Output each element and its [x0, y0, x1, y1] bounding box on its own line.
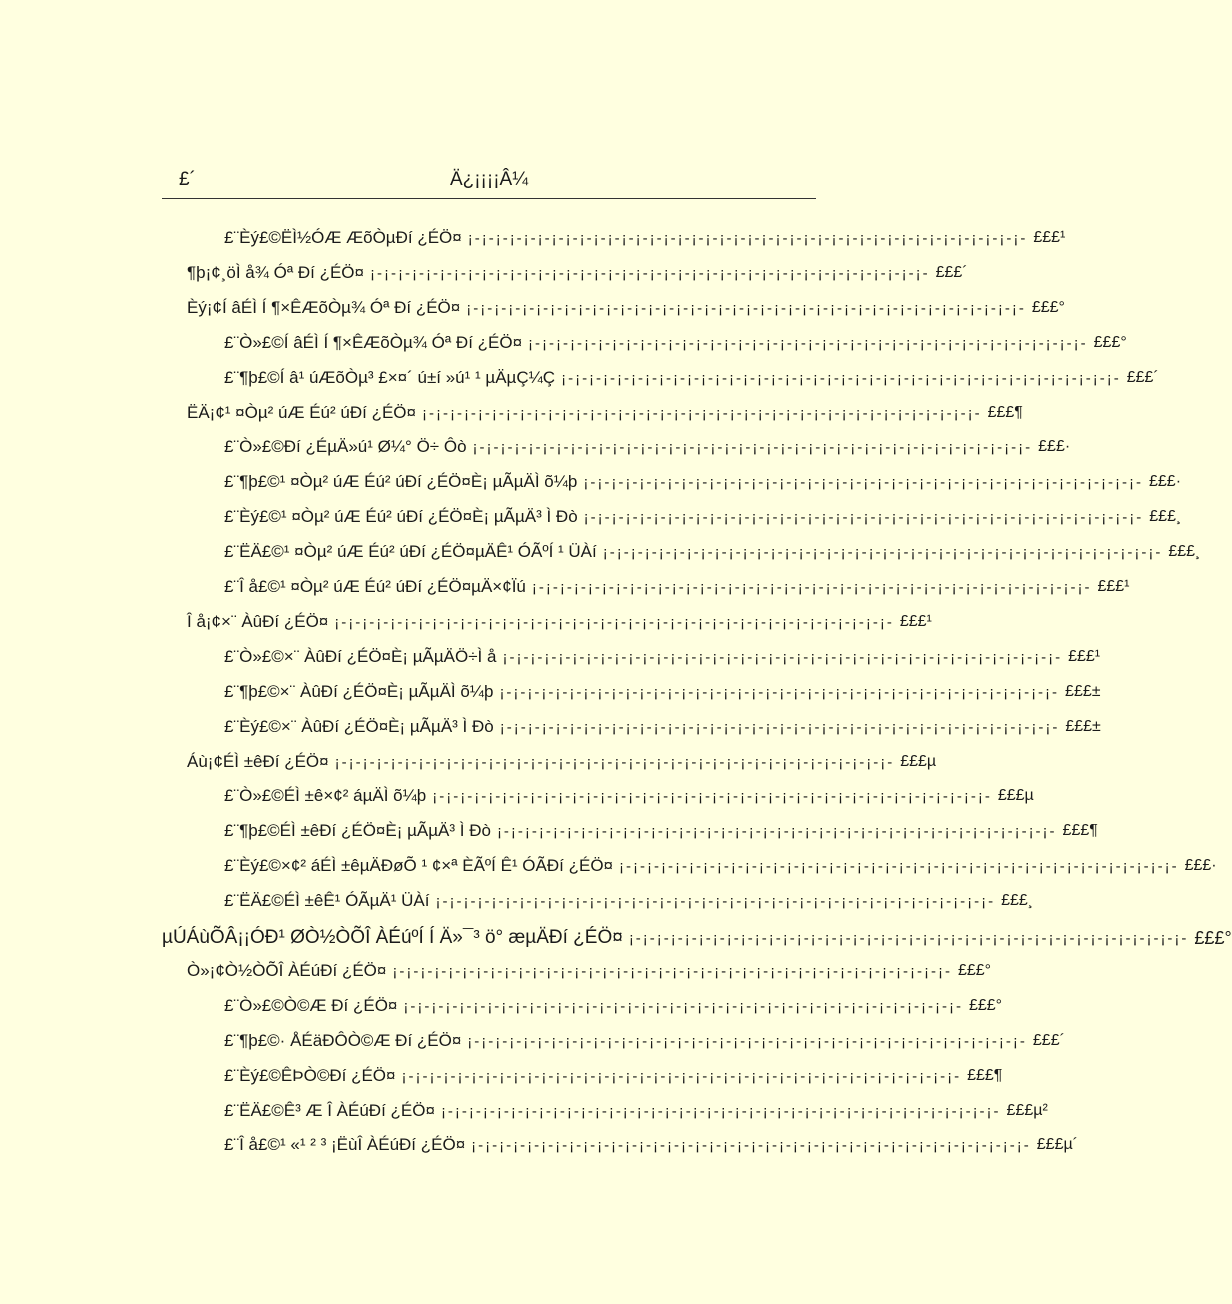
toc-page-number: £££´ [1032, 1032, 1065, 1049]
toc-page-number: £££µ [900, 753, 937, 770]
toc-page-number: £££¹ [1033, 229, 1066, 246]
toc-entry-title: £¨¶þ£©Í â¹ úÆõÒµ³ £×¤´ ú±í »ú¹ ¹ µÄµÇ¼Ç [224, 368, 556, 387]
toc-page-number: £££¶ [967, 1067, 1003, 1084]
toc-leader-dots: ¡-¡-¡-¡-¡-¡-¡-¡-¡-¡-¡-¡-¡-¡-¡-¡-¡-¡-¡-¡-¡-¡-¡-¡-¡-¡-¡-¡-¡-¡-¡-¡-¡-¡-¡-¡-¡-¡-¡-¡- [467, 229, 1028, 247]
toc-entry-title: ËÄ¡¢¹ ¤Òµ² úÆ Éú² úÐí ¿ÉÖ¤ [187, 403, 416, 422]
toc-page-number: £££´ [1126, 369, 1159, 386]
toc-entry-title: Èý¡¢Í âÉÌ Í ¶×ÊÆõÒµ¾ Óª Ðí ¿ÉÖ¤ [187, 298, 461, 317]
toc-page-number: £££° [968, 997, 1003, 1014]
toc-leader-dots: ¡-¡-¡-¡-¡-¡-¡-¡-¡-¡-¡-¡-¡-¡-¡-¡-¡-¡-¡-¡-¡-¡-¡-¡-¡-¡-¡-¡-¡-¡-¡-¡-¡-¡-¡-¡-¡-¡-¡-¡- [334, 753, 895, 771]
toc-entry-title: £¨Èý£©×¢² áÉÌ ±êµÄÐøÕ ¹ ¢×ª ÈÃºÍ Ê¹ ÓÃÐí ¿ÉÖ¤ [224, 856, 613, 875]
toc-entry-title: £¨Î å£©¹ ¤Òµ² úÆ Éú² úÐí ¿ÉÖ¤µÄ×¢Ïú [224, 577, 526, 596]
toc-page-number: £££µ² [1006, 1102, 1048, 1119]
toc-page-number: £££° [1031, 299, 1065, 316]
toc-page-number: £££¹ [1097, 578, 1130, 595]
toc-entry[interactable] [187, 401, 1023, 425]
toc-entry-title: £¨Ò»£©×¨ ÀûÐí ¿ÉÖ¤È¡ µÃµÄÖ÷Ì å [224, 647, 497, 666]
toc-leader-dots: ¡-¡-¡-¡-¡-¡-¡-¡-¡-¡-¡-¡-¡-¡-¡-¡-¡-¡-¡-¡-¡-¡-¡-¡-¡-¡-¡-¡-¡-¡-¡-¡-¡-¡-¡-¡-¡-¡-¡-¡- [628, 929, 1189, 947]
toc-entry[interactable] [224, 994, 1003, 1018]
toc-entry-title: £¨Èý£©×¨ ÀûÐí ¿ÉÖ¤È¡ µÃµÄ³ Ì Ðò [224, 717, 494, 736]
toc-leader-dots: ¡-¡-¡-¡-¡-¡-¡-¡-¡-¡-¡-¡-¡-¡-¡-¡-¡-¡-¡-¡-¡-¡-¡-¡-¡-¡-¡-¡-¡-¡-¡-¡-¡-¡-¡-¡-¡-¡-¡-¡- [435, 892, 996, 910]
toc-page-number: £££· [1149, 473, 1182, 490]
toc-entry[interactable] [224, 226, 1066, 250]
toc-entry[interactable] [187, 750, 937, 774]
running-title: Ä¿¡¡¡¡Â¼ [449, 169, 529, 190]
toc-entry[interactable] [224, 1133, 1079, 1157]
toc-page-number: £££± [1065, 683, 1101, 700]
toc-leader-dots: ¡-¡-¡-¡-¡-¡-¡-¡-¡-¡-¡-¡-¡-¡-¡-¡-¡-¡-¡-¡-¡-¡-¡-¡-¡-¡-¡-¡-¡-¡-¡-¡-¡-¡-¡-¡-¡-¡-¡-¡- [619, 857, 1179, 875]
toc-entry[interactable] [224, 854, 1217, 878]
toc-page-number: £££¶ [987, 404, 1023, 421]
toc-entry[interactable] [187, 959, 992, 983]
toc-entry[interactable] [224, 505, 1182, 529]
toc-leader-dots: ¡-¡-¡-¡-¡-¡-¡-¡-¡-¡-¡-¡-¡-¡-¡-¡-¡-¡-¡-¡-¡-¡-¡-¡-¡-¡-¡-¡-¡-¡-¡-¡-¡-¡-¡-¡-¡-¡-¡-¡- [561, 369, 1121, 387]
toc-entry-title: Ò»¡¢Ò½ÒÕÎ ÀÉúÐí ¿ÉÖ¤ [187, 961, 387, 980]
toc-leader-dots: ¡-¡-¡-¡-¡-¡-¡-¡-¡-¡-¡-¡-¡-¡-¡-¡-¡-¡-¡-¡-¡-¡-¡-¡-¡-¡-¡-¡-¡-¡-¡-¡-¡-¡-¡-¡-¡-¡-¡-¡- [583, 473, 1143, 491]
toc-page-number: £££¹ [1068, 648, 1101, 665]
toc-page-number: £££µ [997, 787, 1034, 804]
toc-entry-title: £¨¶þ£©×¨ ÀûÐí ¿ÉÖ¤È¡ µÃµÄÌ õ¼þ [224, 682, 494, 701]
toc-leader-dots: ¡-¡-¡-¡-¡-¡-¡-¡-¡-¡-¡-¡-¡-¡-¡-¡-¡-¡-¡-¡-¡-¡-¡-¡-¡-¡-¡-¡-¡-¡-¡-¡-¡-¡-¡-¡-¡-¡-¡-¡- [466, 299, 1026, 317]
toc-entry-title: Áù¡¢ÉÌ ±êÐí ¿ÉÖ¤ [187, 752, 329, 771]
toc-leader-dots: ¡-¡-¡-¡-¡-¡-¡-¡-¡-¡-¡-¡-¡-¡-¡-¡-¡-¡-¡-¡-¡-¡-¡-¡-¡-¡-¡-¡-¡-¡-¡-¡-¡-¡-¡-¡-¡-¡-¡-¡- [499, 718, 1060, 736]
toc-page-number: £££° [1093, 334, 1127, 351]
toc-leader-dots: ¡-¡-¡-¡-¡-¡-¡-¡-¡-¡-¡-¡-¡-¡-¡-¡-¡-¡-¡-¡-¡-¡-¡-¡-¡-¡-¡-¡-¡-¡-¡-¡-¡-¡-¡-¡-¡-¡-¡-¡- [403, 997, 963, 1015]
toc-leader-dots: ¡-¡-¡-¡-¡-¡-¡-¡-¡-¡-¡-¡-¡-¡-¡-¡-¡-¡-¡-¡-¡-¡-¡-¡-¡-¡-¡-¡-¡-¡-¡-¡-¡-¡-¡-¡-¡-¡-¡-¡- [531, 578, 1092, 596]
toc-leader-dots: ¡-¡-¡-¡-¡-¡-¡-¡-¡-¡-¡-¡-¡-¡-¡-¡-¡-¡-¡-¡-¡-¡-¡-¡-¡-¡-¡-¡-¡-¡-¡-¡-¡-¡-¡-¡-¡-¡-¡-¡- [471, 1136, 1031, 1154]
toc-entry[interactable] [224, 1099, 1048, 1123]
toc-leader-dots: ¡-¡-¡-¡-¡-¡-¡-¡-¡-¡-¡-¡-¡-¡-¡-¡-¡-¡-¡-¡-¡-¡-¡-¡-¡-¡-¡-¡-¡-¡-¡-¡-¡-¡-¡-¡-¡-¡-¡-¡- [496, 822, 1057, 840]
toc-entry[interactable] [187, 610, 932, 634]
toc-entry[interactable] [224, 1029, 1065, 1053]
toc-entry-title: µÚÁùÕÂ¡¡ÓÐ¹ ØÒ½ÒÕÎ ÀÉúºÍ Í Ä»¯³ ö° æµÄÐí ¿ÉÖ¤ [162, 927, 623, 948]
toc-page-number: £££µ´ [1036, 1136, 1079, 1153]
page-number: £´ [179, 169, 196, 190]
toc-entry[interactable] [224, 540, 1201, 564]
toc-entry[interactable] [224, 1064, 1003, 1088]
toc-page-number: £££¸ [1001, 892, 1034, 909]
toc-entry[interactable] [224, 715, 1101, 739]
toc-leader-dots: ¡-¡-¡-¡-¡-¡-¡-¡-¡-¡-¡-¡-¡-¡-¡-¡-¡-¡-¡-¡-¡-¡-¡-¡-¡-¡-¡-¡-¡-¡-¡-¡-¡-¡-¡-¡-¡-¡-¡-¡- [467, 1032, 1027, 1050]
toc-leader-dots: ¡-¡-¡-¡-¡-¡-¡-¡-¡-¡-¡-¡-¡-¡-¡-¡-¡-¡-¡-¡-¡-¡-¡-¡-¡-¡-¡-¡-¡-¡-¡-¡-¡-¡-¡-¡-¡-¡-¡-¡- [401, 1067, 962, 1085]
toc-entry-title: £¨Ò»£©Í âÉÌ Í ¶×ÊÆõÒµ¾ Óª Ðí ¿ÉÖ¤ [224, 333, 523, 352]
toc-leader-dots: ¡-¡-¡-¡-¡-¡-¡-¡-¡-¡-¡-¡-¡-¡-¡-¡-¡-¡-¡-¡-¡-¡-¡-¡-¡-¡-¡-¡-¡-¡-¡-¡-¡-¡-¡-¡-¡-¡-¡-¡- [334, 613, 894, 631]
toc-entry-title: £¨Ò»£©Ðí ¿ÉµÄ»ú¹ Ø¼° Ö÷ Ôò [224, 437, 467, 456]
toc-leader-dots: ¡-¡-¡-¡-¡-¡-¡-¡-¡-¡-¡-¡-¡-¡-¡-¡-¡-¡-¡-¡-¡-¡-¡-¡-¡-¡-¡-¡-¡-¡-¡-¡-¡-¡-¡-¡-¡-¡-¡-¡- [392, 962, 952, 980]
toc-entry[interactable] [224, 435, 1071, 459]
toc-entry-title: £¨Î å£©¹ «¹ ² ³ ¡ËùÎ ÀÉúÐí ¿ÉÖ¤ [224, 1135, 466, 1154]
toc-entry-title: £¨Ò»£©ÉÌ ±ê×¢² áµÄÌ õ¼þ [224, 786, 427, 805]
toc-entry[interactable] [224, 889, 1034, 913]
toc-leader-dots: ¡-¡-¡-¡-¡-¡-¡-¡-¡-¡-¡-¡-¡-¡-¡-¡-¡-¡-¡-¡-¡-¡-¡-¡-¡-¡-¡-¡-¡-¡-¡-¡-¡-¡-¡-¡-¡-¡-¡-¡- [369, 264, 930, 282]
toc-entry[interactable] [224, 366, 1159, 390]
page-header [162, 166, 816, 194]
toc-page-number: £££´ [935, 264, 968, 281]
toc-leader-dots: ¡-¡-¡-¡-¡-¡-¡-¡-¡-¡-¡-¡-¡-¡-¡-¡-¡-¡-¡-¡-¡-¡-¡-¡-¡-¡-¡-¡-¡-¡-¡-¡-¡-¡-¡-¡-¡-¡-¡-¡- [583, 508, 1144, 526]
toc-leader-dots: ¡-¡-¡-¡-¡-¡-¡-¡-¡-¡-¡-¡-¡-¡-¡-¡-¡-¡-¡-¡-¡-¡-¡-¡-¡-¡-¡-¡-¡-¡-¡-¡-¡-¡-¡-¡-¡-¡-¡-¡- [502, 648, 1063, 666]
toc-leader-dots: ¡-¡-¡-¡-¡-¡-¡-¡-¡-¡-¡-¡-¡-¡-¡-¡-¡-¡-¡-¡-¡-¡-¡-¡-¡-¡-¡-¡-¡-¡-¡-¡-¡-¡-¡-¡-¡-¡-¡-¡- [499, 683, 1060, 701]
toc-leader-dots: ¡-¡-¡-¡-¡-¡-¡-¡-¡-¡-¡-¡-¡-¡-¡-¡-¡-¡-¡-¡-¡-¡-¡-¡-¡-¡-¡-¡-¡-¡-¡-¡-¡-¡-¡-¡-¡-¡-¡-¡- [528, 334, 1088, 352]
header-rule [162, 198, 816, 199]
toc-entry[interactable] [224, 470, 1182, 494]
toc-entry-title: £¨¶þ£©¹ ¤Òµ² úÆ Éú² úÐí ¿ÉÖ¤È¡ µÃµÄÌ õ¼þ [224, 472, 578, 491]
toc-entry-title: £¨Èý£©ËÌ½ÓÆ ÆõÒµÐí ¿ÉÖ¤ [224, 228, 462, 247]
toc-entry-title: £¨¶þ£©ÉÌ ±êÐí ¿ÉÖ¤È¡ µÃµÄ³ Ì Ðò [224, 821, 491, 840]
toc-page-number: £££· [1038, 438, 1071, 455]
toc-leader-dots: ¡-¡-¡-¡-¡-¡-¡-¡-¡-¡-¡-¡-¡-¡-¡-¡-¡-¡-¡-¡-¡-¡-¡-¡-¡-¡-¡-¡-¡-¡-¡-¡-¡-¡-¡-¡-¡-¡-¡-¡- [602, 543, 1163, 561]
toc-page-number: £££¹ [899, 613, 932, 630]
toc-leader-dots: ¡-¡-¡-¡-¡-¡-¡-¡-¡-¡-¡-¡-¡-¡-¡-¡-¡-¡-¡-¡-¡-¡-¡-¡-¡-¡-¡-¡-¡-¡-¡-¡-¡-¡-¡-¡-¡-¡-¡-¡- [440, 1102, 1001, 1120]
toc-entry-title: £¨¶þ£©· ÅÉäÐÔÒ©Æ Ðí ¿ÉÖ¤ [224, 1031, 462, 1050]
toc-page-number: £££· [1184, 857, 1217, 874]
toc-entry[interactable] [187, 261, 968, 285]
toc-leader-dots: ¡-¡-¡-¡-¡-¡-¡-¡-¡-¡-¡-¡-¡-¡-¡-¡-¡-¡-¡-¡-¡-¡-¡-¡-¡-¡-¡-¡-¡-¡-¡-¡-¡-¡-¡-¡-¡-¡-¡-¡- [432, 787, 992, 805]
toc-page-number: £££¶ [1062, 822, 1098, 839]
toc-entry-title: £¨ËÄ£©Ê³ Æ Î ÀÉúÐí ¿ÉÖ¤ [224, 1101, 435, 1120]
toc-page-number: £££¸ [1149, 508, 1182, 525]
toc-page-number: £££° [1194, 927, 1232, 948]
toc-entry-title: ¶þ¡¢¸öÌ å¾ Óª Ðí ¿ÉÖ¤ [187, 263, 364, 282]
toc-page-number: £££¸ [1168, 543, 1201, 560]
toc-entry[interactable] [224, 784, 1034, 808]
toc-entry-title: £¨Ò»£©Ò©Æ Ðí ¿ÉÖ¤ [224, 996, 398, 1015]
toc-entry[interactable] [224, 680, 1101, 704]
toc-leader-dots: ¡-¡-¡-¡-¡-¡-¡-¡-¡-¡-¡-¡-¡-¡-¡-¡-¡-¡-¡-¡-¡-¡-¡-¡-¡-¡-¡-¡-¡-¡-¡-¡-¡-¡-¡-¡-¡-¡-¡-¡- [472, 438, 1033, 456]
toc-entry-title: £¨ËÄ£©ÉÌ ±êÊ¹ ÓÃµÄ¹ ÜÀí [224, 891, 430, 910]
toc-entry[interactable] [224, 819, 1098, 843]
toc-page-number: £££° [957, 962, 992, 979]
toc-entry-title: £¨Èý£©¹ ¤Òµ² úÆ Éú² úÐí ¿ÉÖ¤È¡ µÃµÄ³ Ì Ðò [224, 507, 578, 526]
toc-leader-dots: ¡-¡-¡-¡-¡-¡-¡-¡-¡-¡-¡-¡-¡-¡-¡-¡-¡-¡-¡-¡-¡-¡-¡-¡-¡-¡-¡-¡-¡-¡-¡-¡-¡-¡-¡-¡-¡-¡-¡-¡- [421, 404, 982, 422]
toc-entry[interactable] [224, 331, 1127, 355]
toc-entry-title: £¨Èý£©ÊÞÒ©Ðí ¿ÉÖ¤ [224, 1066, 396, 1085]
toc-page-number: £££± [1065, 718, 1101, 735]
toc-entry-title: Î å¡¢×¨ ÀûÐí ¿ÉÖ¤ [187, 612, 329, 631]
toc-entry[interactable] [224, 575, 1130, 599]
toc-entry[interactable] [187, 296, 1065, 320]
toc-entry[interactable] [224, 645, 1101, 669]
toc-entry[interactable] [162, 924, 1232, 952]
toc-entry-title: £¨ËÄ£©¹ ¤Òµ² úÆ Éú² úÐí ¿ÉÖ¤µÄÊ¹ ÓÃºÍ ¹ ÜÀí [224, 542, 597, 561]
